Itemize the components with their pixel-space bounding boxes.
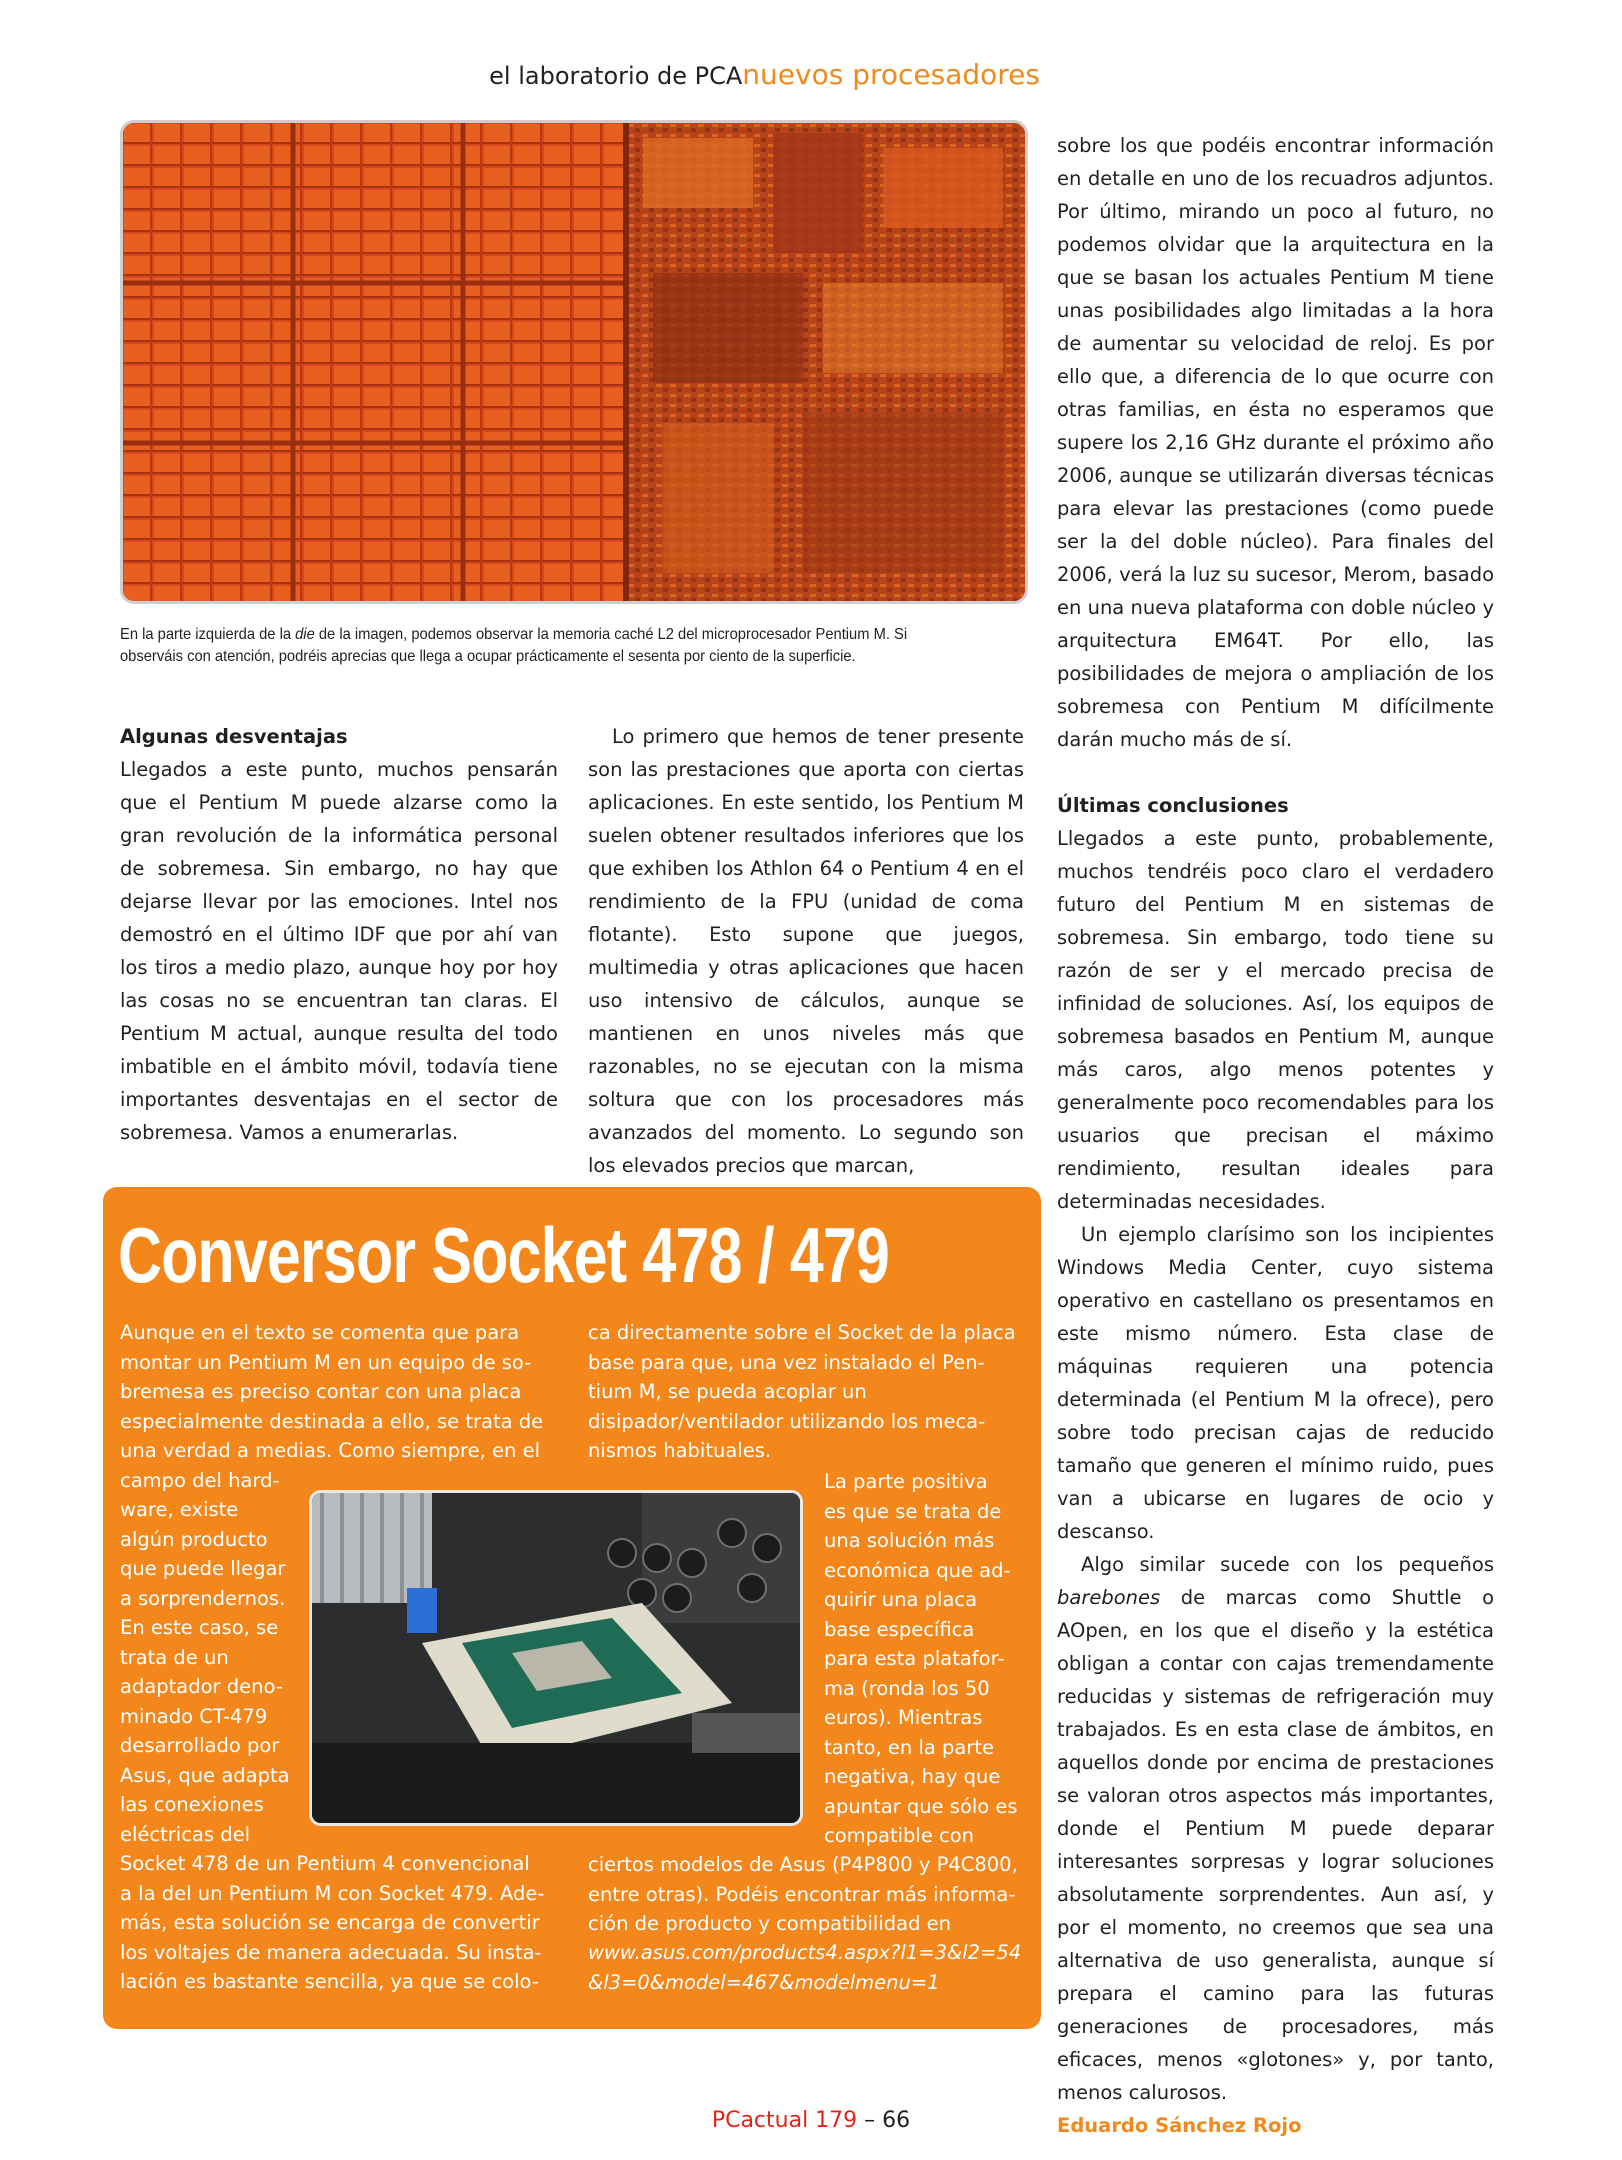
caption-part2: de la imagen, podemos observar la memoria caché L2 del microprocesador Pentium M. Si observáis con atención, podréis aprecias que llega a ocupar prácticamente el sesenta por ciento de la superficie. (120, 626, 908, 665)
box-line: a la del un Pentium M con Socket 479. Ade- (120, 1881, 545, 1905)
author-name: Eduardo Sánchez Rojo (1057, 2114, 1302, 2137)
box-line: disipador/ventilador utilizando los meca- (588, 1409, 986, 1433)
header-section: nuevos procesadores (742, 58, 1040, 91)
box-line: entre otras). Podéis encontrar más informa- (588, 1882, 1016, 1906)
box-line: montar un Pentium M en un equipo de so- (120, 1350, 532, 1374)
box-line: lación es bastante sencilla, ya que se colo- (120, 1970, 539, 1993)
processor-die-image (120, 120, 1028, 604)
box-line: eléctricas del (120, 1822, 251, 1846)
box-line: negativa, hay que (824, 1765, 1001, 1788)
section-heading-desventajas: Algunas desventajas (120, 725, 348, 748)
box-line: base para que, una vez instalado el Pen- (588, 1350, 985, 1374)
col3-p4: Algo similar sucede con los pequeños barebones de marcas como Shuttle o AOpen, en los que el diseño y la estética obligan a contar con cajas tremendamente reducidas y sistemas de refrigeración muy trabajados. Es en esta clase de ámbitos, en aquellos donde por encima de prestaciones se valoran otros aspectos más importantes, donde el Pentium M puede deparar interesantes sorpresas y lograr soluciones absolutamente sorprendentes. Aun así, y por el momento, no creemos que sea una alternativa de uso generalista, aunque sí prepara el camino para las futuras generaciones de procesadores, más eficaces, menos «glotones» y, por tanto, menos calurosos. (1057, 1553, 1494, 2104)
box-line: ca directamente sobre el Socket de la placa (588, 1321, 1016, 1344)
running-header (0, 58, 1040, 91)
box-line: que puede llegar (120, 1557, 286, 1580)
box-line: compatible con (824, 1824, 975, 1847)
box-line: base específica (824, 1617, 975, 1641)
column-3 (1057, 129, 1494, 2142)
footer-separator: – (857, 2108, 883, 2133)
box-line: adaptador deno- (120, 1675, 283, 1698)
url-line-1[interactable]: www.asus.com/products4.aspx?l1=3&l2=54 (588, 1941, 1022, 1964)
column-1 (120, 720, 558, 1149)
box-line: ciertos modelos de Asus (P4P800 y P4C800, (588, 1853, 1018, 1876)
box-line: En este caso, se (120, 1616, 279, 1639)
box-line: bremesa es preciso contar con una placa (120, 1380, 522, 1403)
image-caption (120, 624, 957, 668)
die-graphic (123, 123, 1025, 601)
box-line: ción de producto y compatibilidad en (588, 1912, 951, 1935)
box-right-middle (824, 1467, 1018, 1851)
col3-p2: Llegados a este punto, probablemente, muchos tendréis poco claro el verdadero futuro del Pentium M en sistemas de sobremesa. Sin embargo, todo tiene su razón de ser y el mercado precisa de infinidad de soluciones. Así, los equipos de sobremesa basados en Pentium M, aunque más caros, algo menos potentes y generalmente poco recomendables para los usuarios que precisan el máximo rendimiento, resultan ideales para determinadas necesidades. (1057, 827, 1494, 1213)
box-right-bottom (588, 1850, 1018, 1939)
box-line: una solución más (824, 1529, 995, 1552)
header-prefix: el laboratorio de PCA (489, 62, 743, 90)
footer-page-number: 66 (882, 2108, 911, 2133)
section-heading-conclusiones: Últimas conclusiones (1057, 794, 1289, 817)
box-line: económica que ad- (824, 1558, 1011, 1582)
motherboard-graphic (312, 1493, 800, 1823)
box-line: a sorprendernos. (120, 1586, 286, 1610)
box-line: La parte positiva (824, 1470, 988, 1493)
socket-adapter-photo (309, 1490, 803, 1826)
caption-italic: die (295, 626, 315, 643)
box-url[interactable] (588, 1938, 1021, 1997)
box-line: Socket 478 de un Pentium 4 convencional (120, 1852, 530, 1875)
caption-part1: En la parte izquierda de la (120, 626, 296, 643)
box-line: algún producto (120, 1527, 268, 1551)
box-line: quirir una placa (824, 1588, 978, 1611)
box-line: campo del hard- (120, 1468, 280, 1492)
box-line: euros). Mientras (824, 1706, 983, 1729)
box-line: es que se trata de (824, 1499, 1002, 1523)
box-title: Conversor Socket 478 / 479 (118, 1211, 890, 1299)
box-line: ware, existe (120, 1498, 239, 1521)
page-footer (0, 2108, 1622, 2133)
box-line: una verdad a medias. Como siempre, en el (120, 1439, 540, 1462)
box-line: nismos habituales. (588, 1439, 772, 1462)
col3-p1: sobre los que podéis encontrar información en detalle en uno de los recuadros adjuntos. Por último, mirando un poco al futuro, no podemos olvidar que la arquitectura en la que se basan los actuales Pentium M tiene unas posibilidades algo limitadas a la hora de aumentar su velocidad de reloj. Es por ello que, a diferencia de lo que ocurre con otras familias, en ésta no esperamos que supere los 2,16 GHz durante el próximo año 2006, aunque se utilizarán diversas técnicas para elevar las prestaciones (como puede ser la del doble núcleo). Para finales del 2006, verá la luz su sucesor, Merom, basado en una nueva plataforma con doble núcleo y arquitectura EM64T. Por ello, las posibilidades de mejora o ampliación de los sobremesa con Pentium M difícilmente darán mucho más de sí. (1057, 134, 1494, 751)
box-line: tanto, en la parte (824, 1735, 995, 1759)
box-line: tium M, se pueda acoplar un (588, 1380, 867, 1403)
box-line: desarrollado por (120, 1734, 280, 1757)
box-line: minado CT-479 (120, 1704, 268, 1728)
footer-magazine: PCactual 179 (711, 2108, 858, 2133)
box-line: las conexiones (120, 1793, 264, 1816)
col1-body: Llegados a este punto, muchos pensarán que el Pentium M puede alzarse como la gran revolución de la informática personal de sobremesa. Sin embargo, no hay que dejarse llevar por las emociones. Intel nos demostró en el último IDF que por ahí van los tiros a medio plazo, aunque hoy por hoy las cosas no se encuentran tan claras. El Pentium M actual, aunque resulta del todo imbatible en el ámbito móvil, todavía tiene importantes desventajas en el sector de sobremesa. Vamos a enumerarlas. (120, 758, 558, 1144)
box-line: Aunque en el texto se comenta que para (120, 1321, 520, 1344)
box-line: apuntar que sólo es (824, 1794, 1018, 1818)
box-line: para esta platafor- (824, 1647, 1005, 1670)
box-line: los voltajes de manera adecuada. Su insta- (120, 1940, 542, 1964)
col2-body: Lo primero que hemos de tener presente son las prestaciones que aporta con ciertas aplicaciones. En este sentido, los Pentium M suelen obtener resultados inferiores que los que exhiben los Athlon 64 o Pentium 4 en el rendimiento de la FPU (unidad de coma flotante). Esto supone que juegos, multimedia y otras aplicaciones que hacen uso intensivo de cálculos, aunque se mantienen en unos niveles más que razonables, no se ejecutan con la misma soltura que con los procesadores más avanzados del momento. Lo segundo son los elevados precios que marcan, (588, 725, 1024, 1177)
url-line-2[interactable]: &l3=0&model=467&modelmenu=1 (588, 1970, 940, 1994)
col3-p3: Un ejemplo clarísimo son los incipientes Windows Media Center, cuyo sistema operativo en castellano os presentamos en este mismo número. Esta clase de máquinas requieren una potencia determinada (el Pentium M la ofrece), pero sobre todo precisan cajas de reducido tamaño que generen el mínimo ruido, pues van a ubicarse en lugares de ocio y descanso. (1057, 1223, 1494, 1543)
box-line: ma (ronda los 50 (824, 1676, 990, 1700)
box-line: especialmente destinada a ello, se trata de (120, 1409, 544, 1433)
box-line: trata de un (120, 1645, 229, 1669)
column-2 (588, 720, 1024, 1182)
box-right-top (588, 1318, 1016, 1466)
box-line: más, esta solución se encarga de convertir (120, 1911, 540, 1934)
box-line: Asus, que adapta (120, 1763, 290, 1787)
